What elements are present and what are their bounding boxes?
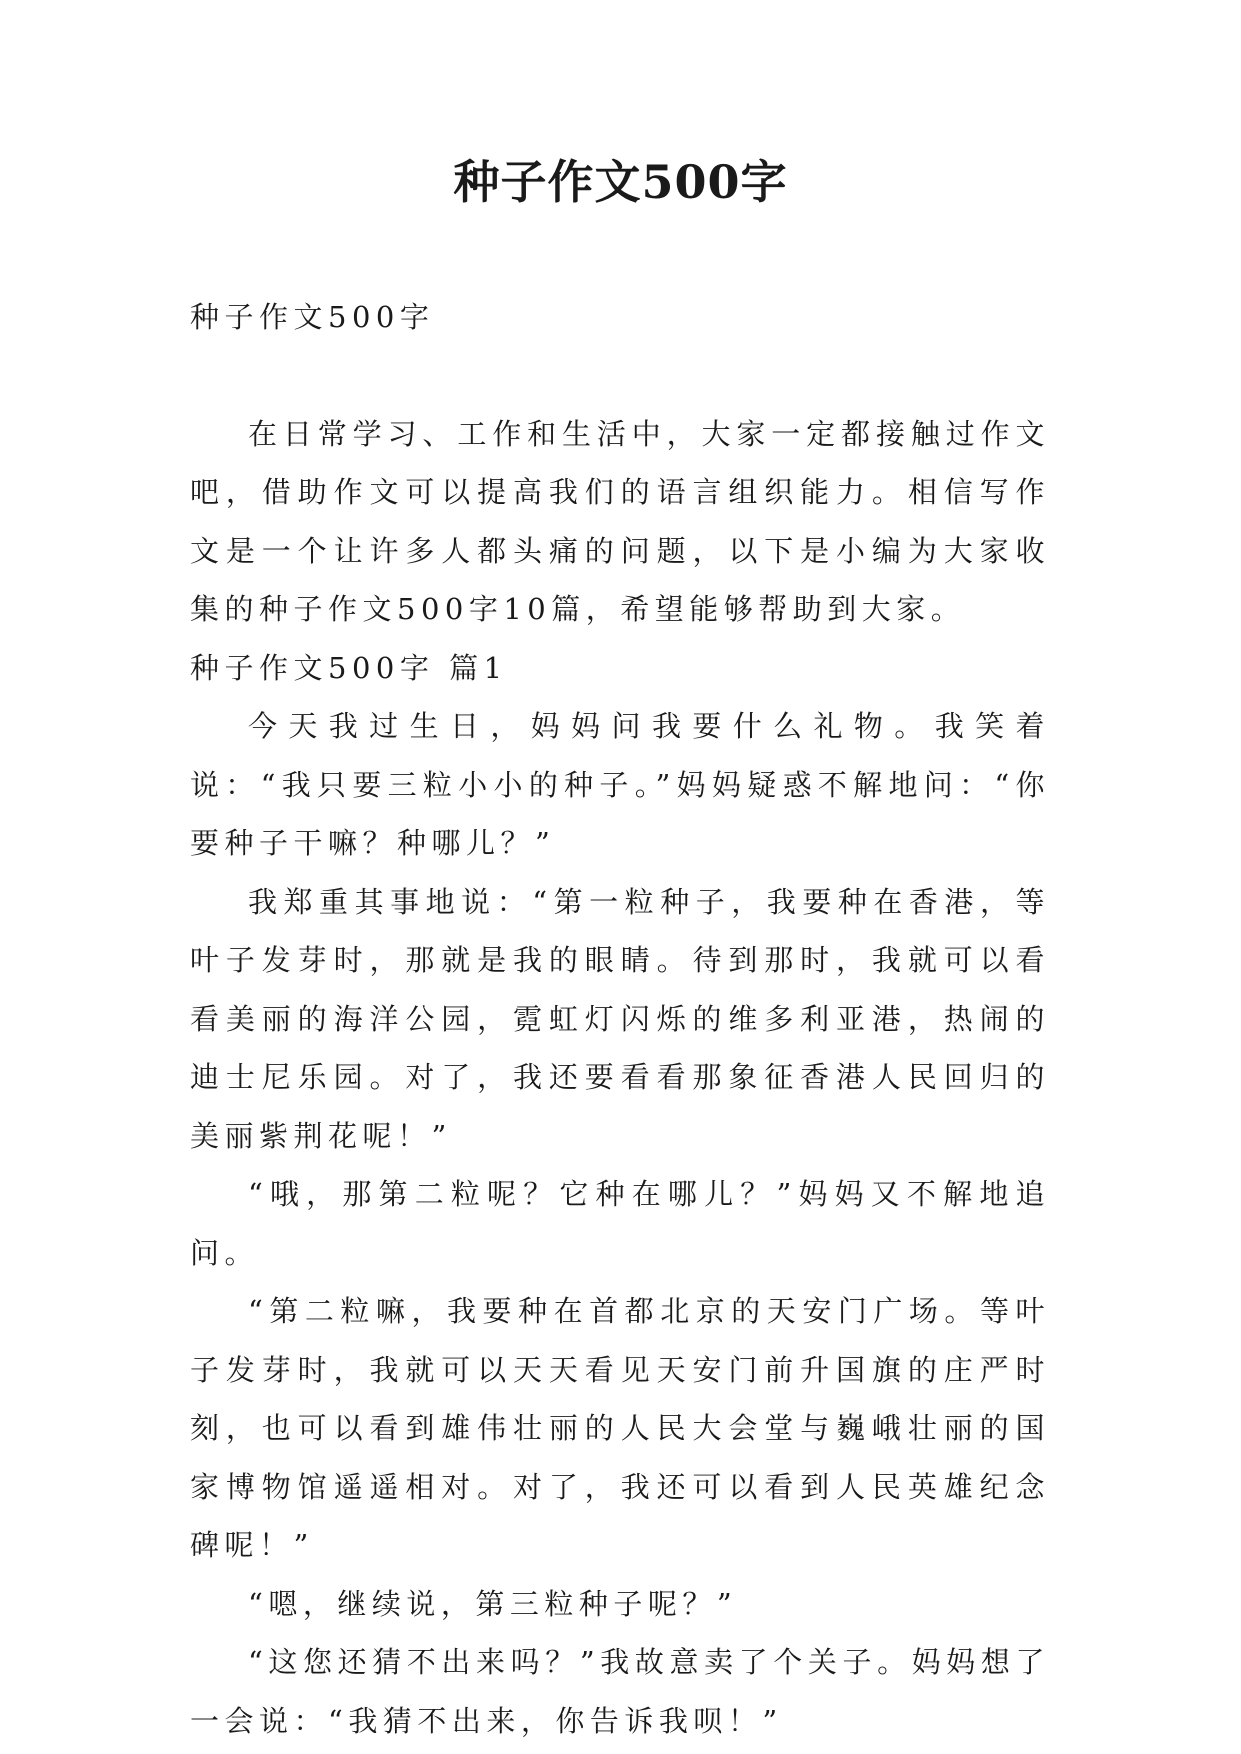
section-heading: 种子作文500字 篇1: [190, 650, 508, 685]
body-paragraph: “嗯，继续说，第三粒种子呢？”: [248, 1586, 738, 1621]
document-subtitle: 种子作文500字: [190, 300, 435, 334]
body-paragraph: “哦，那第二粒呢？它种在哪儿？”妈妈又不解地追问。: [190, 1177, 1050, 1270]
body-paragraph: “第二粒嘛，我要种在首都北京的天安门广场。等叶子发芽时，我就可以天天看见天安门前升国旗的庄严时刻，也可以看到雄伟壮丽的人民大会堂与巍峨壮丽的国家博物馆遥遥相对。对了，我还可以看到人民英雄纪念碑呢！”: [190, 1294, 1050, 1562]
document-body: [190, 288, 1050, 1750]
body-paragraph: 今天我过生日，妈妈问我要什么礼物。我笑着说：“我只要三粒小小的种子。”妈妈疑惑不解地问：“你要种子干嘛？种哪儿？”: [190, 709, 1050, 860]
body-paragraph: “这您还猜不出来吗？”我故意卖了个关子。妈妈想了一会说：“我猜不出来，你告诉我呗！”: [190, 1645, 1050, 1738]
body-paragraph: 我郑重其事地说：“第一粒种子，我要种在香港，等叶子发芽时，那就是我的眼睛。待到那时，我就可以看看美丽的海洋公园，霓虹灯闪烁的维多利亚港，热闹的迪士尼乐园。对了，我还要看看那象征香港人民回归的美丽紫荆花呢！”: [190, 884, 1050, 1153]
document-title: 种子作文500字: [453, 155, 788, 209]
intro-paragraph: 在日常学习、工作和生活中，大家一定都接触过作文吧，借助作文可以提高我们的语言组织能力。相信写作文是一个让许多人都头痛的问题，以下是小编为大家收集的种子作文500字10篇，希望能够帮助到大家。: [190, 416, 1050, 626]
